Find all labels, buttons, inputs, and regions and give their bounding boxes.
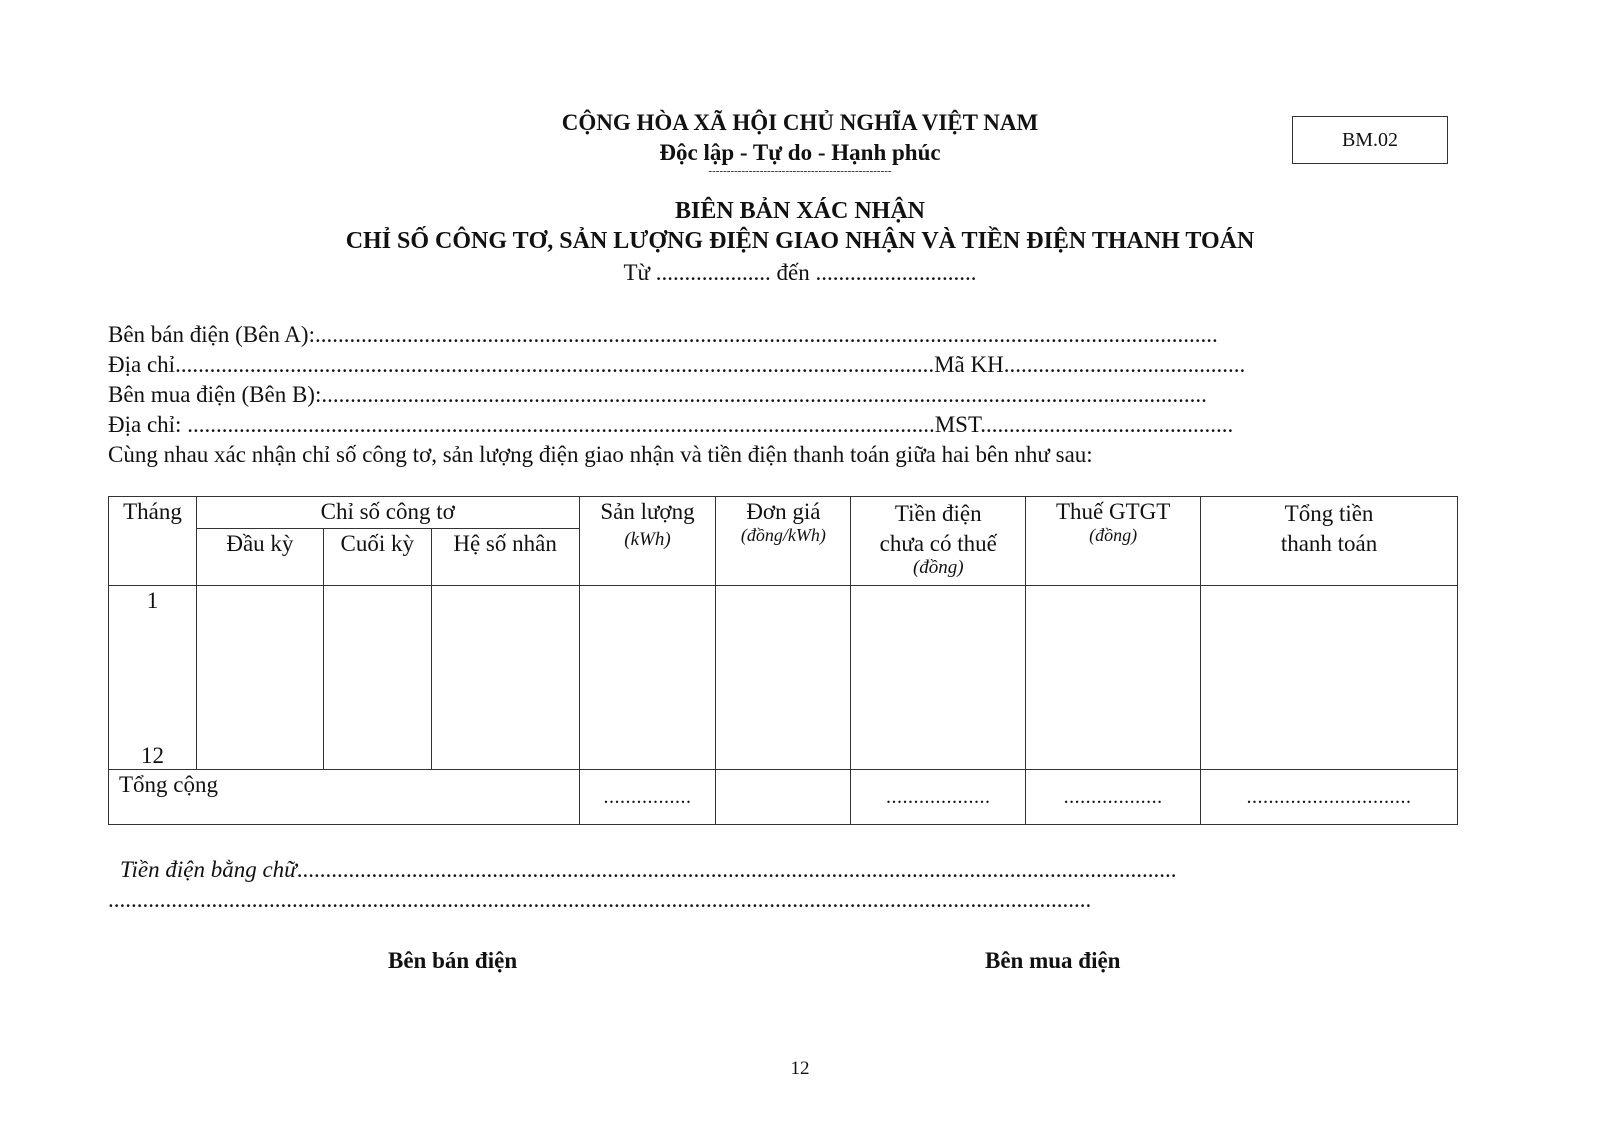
amount-in-words-line-2[interactable] bbox=[108, 887, 1091, 913]
national-motto: Độc lập - Tự do - Hạnh phúc bbox=[659, 140, 941, 165]
header-month: Tháng bbox=[109, 497, 197, 586]
seller-signature-label: Bên bán điện bbox=[388, 948, 518, 973]
header-amount bbox=[851, 497, 1026, 586]
header-end: Cuối kỳ bbox=[323, 529, 431, 586]
header-amount-line1: Tiền điện bbox=[894, 501, 982, 526]
end-reading-cell[interactable] bbox=[323, 586, 431, 770]
header-start: Đầu kỳ bbox=[196, 529, 323, 586]
seller-label: Bên bán điện (Bên A): bbox=[108, 322, 315, 347]
statement-text: Cùng nhau xác nhận chỉ số công tơ, sản lượng điện giao nhận và tiền điện thanh toán giữa hai bên như sau: bbox=[108, 442, 1093, 467]
multiplier-cell[interactable] bbox=[431, 586, 579, 770]
buyer-address-line[interactable] bbox=[108, 412, 1478, 438]
buyer-address-fill: .................................................................................................................................. bbox=[187, 412, 935, 437]
tax-code-fill: ............................................ bbox=[980, 412, 1234, 437]
buyer-fill: .......................................................................................................................................................... bbox=[321, 382, 1207, 407]
document-title: BIÊN BẢN XÁC NHẬN bbox=[674, 198, 926, 224]
output-cell[interactable] bbox=[579, 586, 716, 770]
header-output-label: Sản lượng bbox=[600, 499, 695, 524]
total-label: Tổng cộng bbox=[109, 770, 580, 825]
country-name: CỘNG HÒA XÃ HỘI CHỦ NGHĨA VIỆT NAM bbox=[561, 110, 1039, 135]
month-last: 12 bbox=[140, 743, 164, 768]
start-reading-cell[interactable] bbox=[196, 586, 323, 770]
header-amount-unit: (đồng) bbox=[912, 557, 964, 578]
table-row-total bbox=[109, 770, 1458, 825]
header-meter-group: Chỉ số công tơ bbox=[196, 497, 579, 529]
header-price-unit: (đồng/kWh) bbox=[740, 525, 826, 545]
header-total-line1: Tổng tiền bbox=[1284, 501, 1374, 526]
header-total bbox=[1201, 497, 1458, 586]
seller-line[interactable] bbox=[108, 322, 1478, 348]
seller-fill: ............................................................................................................................................................. bbox=[314, 322, 1218, 347]
total-payment[interactable]: .............................. bbox=[1201, 770, 1458, 825]
buyer-signature-label: Bên mua điện bbox=[985, 948, 1121, 973]
header-output bbox=[579, 497, 716, 586]
seller-address-fill: .................................................................................................................................... bbox=[175, 352, 935, 377]
table-header-row-1 bbox=[109, 497, 1458, 529]
total-output[interactable]: ................ bbox=[579, 770, 716, 825]
header-total-line2: thanh toán bbox=[1280, 531, 1378, 556]
header-vat bbox=[1026, 497, 1201, 586]
price-cell[interactable] bbox=[716, 586, 851, 770]
header-separator: -------------------------------------------------- bbox=[708, 165, 892, 177]
amount-in-words-fill-2: ........................................................................................................................................................................... bbox=[108, 887, 1092, 912]
tax-code-label: MST bbox=[934, 412, 981, 437]
header-vat-unit: (đồng) bbox=[1089, 525, 1138, 545]
amount-in-words-line[interactable] bbox=[120, 857, 1176, 883]
customer-code-label: Mã KH bbox=[934, 352, 1004, 377]
header-vat-label: Thuế GTGT bbox=[1055, 499, 1171, 524]
meter-reading-table bbox=[108, 496, 1458, 825]
month-first: 1 bbox=[146, 588, 159, 613]
buyer-line[interactable] bbox=[108, 382, 1478, 408]
month-cell bbox=[109, 586, 197, 770]
table-row-months bbox=[109, 586, 1458, 770]
vat-cell[interactable] bbox=[1026, 586, 1201, 770]
header-multiplier: Hệ số nhân bbox=[431, 529, 579, 586]
document-subtitle: CHỈ SỐ CÔNG TƠ, SẢN LƯỢNG ĐIỆN GIAO NHẬN VÀ TIỀN ĐIỆN THANH TOÁN bbox=[345, 228, 1255, 254]
page-number: 12 bbox=[790, 1058, 810, 1079]
customer-code-fill: .......................................... bbox=[1003, 352, 1246, 377]
total-vat[interactable]: .................. bbox=[1026, 770, 1201, 825]
header-output-unit: (kWh) bbox=[624, 529, 671, 550]
form-code-box: BM.02 bbox=[1292, 116, 1448, 164]
total-cell[interactable] bbox=[1201, 586, 1458, 770]
buyer-address-label: Địa chỉ: bbox=[108, 412, 188, 437]
seller-address-line[interactable] bbox=[108, 352, 1478, 378]
amount-in-words-fill: ......................................................................................................................................................... bbox=[296, 857, 1177, 882]
header-price bbox=[716, 497, 851, 586]
seller-address-label: Địa chỉ bbox=[108, 352, 176, 377]
header-amount-line2: chưa có thuế bbox=[879, 531, 997, 556]
buyer-label: Bên mua điện (Bên B): bbox=[108, 382, 322, 407]
amount-cell[interactable] bbox=[851, 586, 1026, 770]
period-range: Từ .................... đến ............................ bbox=[623, 260, 977, 285]
total-price-empty bbox=[716, 770, 851, 825]
total-amount[interactable]: ................... bbox=[851, 770, 1026, 825]
amount-in-words-label: Tiền điện bằng chữ bbox=[120, 857, 297, 882]
header-price-label: Đơn giá bbox=[746, 499, 821, 524]
